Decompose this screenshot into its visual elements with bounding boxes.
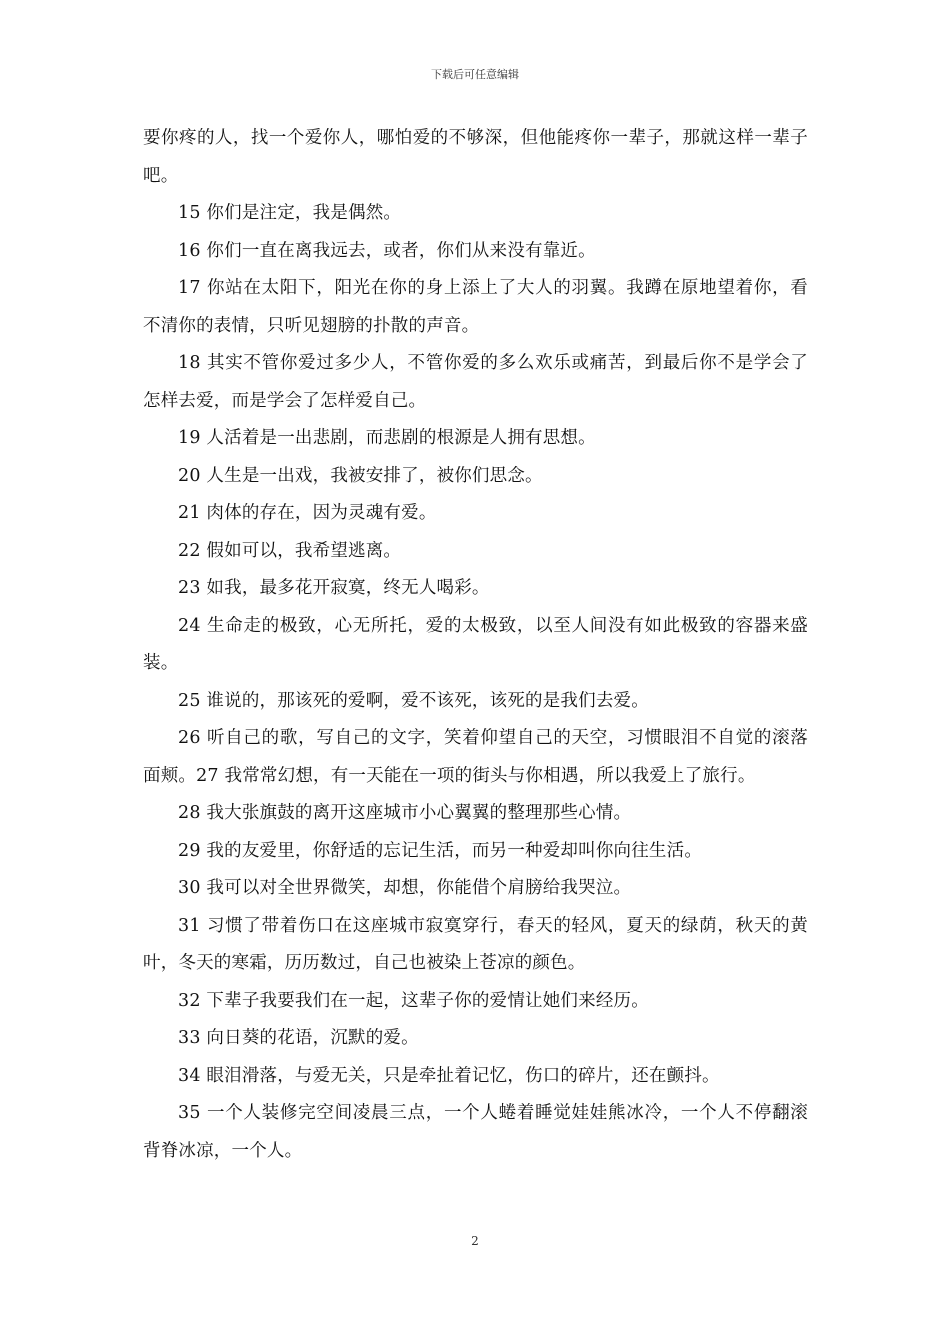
paragraph: 29 我的友爱里，你舒适的忘记生活，而另一种爱却叫你向往生活。 — [178, 840, 703, 861]
paragraph: 19 人活着是一出悲剧，而悲剧的根源是人拥有思想。 — [178, 428, 596, 448]
paragraph: 17 你站在太阳下，阳光在你的身上添上了大人的羽翼。我蹲在原地望着你，看不清你的表情，只听见翅膀的扑散的声音。 — [143, 278, 808, 336]
paragraph: 33 向日葵的花语，沉默的爱。 — [178, 1028, 419, 1048]
paragraph: 21 肉体的存在，因为灵魂有爱。 — [178, 503, 437, 523]
paragraph: 26 听自己的歌，写自己的文字，笑着仰望自己的天空，习惯眼泪不自觉的滚落面颊。27 我常常幻想，有一天能在一项的街头与你相遇，所以我爱上了旅行。 — [143, 728, 808, 786]
paragraph: 15 你们是注定，我是偶然。 — [178, 203, 402, 223]
paragraph: 28 我大张旗鼓的离开这座城市小心翼翼的整理那些心情。 — [178, 803, 632, 823]
paragraph: 18 其实不管你爱过多少人，不管你爱的多么欢乐或痛苦，到最后你不是学会了怎样去爱，而是学会了怎样爱自己。 — [143, 353, 808, 411]
paragraph: 25 谁说的，那该死的爱啊，爱不该死，该死的是我们去爱。 — [178, 690, 649, 711]
paragraph: 31 习惯了带着伤口在这座城市寂寞穿行，春天的轻风，夏天的绿荫，秋天的黄叶，冬天的寒霜，历历数过，自己也被染上苍凉的颜色。 — [143, 915, 808, 973]
paragraph: 24 生命走的极致，心无所托，爱的太极致，以至人间没有如此极致的容器来盛装。 — [143, 615, 808, 673]
paragraph: 要你疼的人，找一个爱你人，哪怕爱的不够深，但他能疼你一辈子，那就这样一辈子吧。 — [143, 128, 808, 186]
page-number: 2 — [471, 1234, 479, 1248]
paragraph: 34 眼泪滑落，与爱无关，只是牵扯着记忆，伤口的碎片，还在颤抖。 — [178, 1065, 720, 1086]
paragraph: 20 人生是一出戏，我被安排了，被你们思念。 — [178, 465, 543, 486]
paragraph: 16 你们一直在离我远去，或者，你们从来没有靠近。 — [178, 240, 596, 261]
page-header: 下载后可任意编辑 — [431, 68, 519, 81]
document-body — [143, 120, 808, 1170]
paragraph: 35 一个人装修完空间凌晨三点，一个人蜷着睡觉娃娃熊冰冷，一个人不停翻滚背脊冰凉，一个人。 — [143, 1103, 808, 1161]
paragraph: 22 假如可以，我希望逃离。 — [178, 540, 402, 561]
paragraph: 30 我可以对全世界微笑，却想，你能借个肩膀给我哭泣。 — [178, 878, 632, 898]
paragraph: 32 下辈子我要我们在一起，这辈子你的爱情让她们来经历。 — [178, 990, 649, 1011]
paragraph: 23 如我，最多花开寂寞，终无人喝彩。 — [178, 578, 490, 598]
